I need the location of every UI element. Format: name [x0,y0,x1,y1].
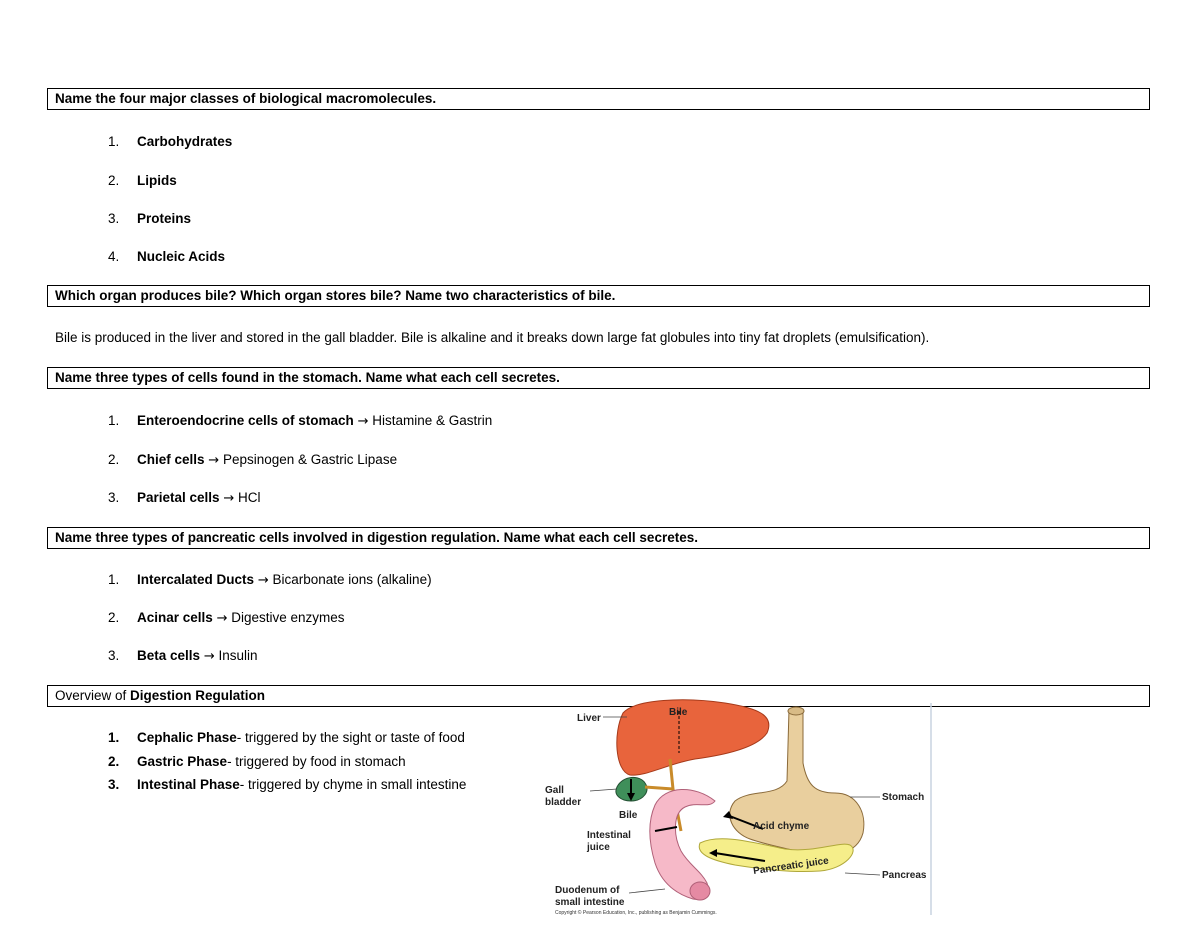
right-arrow-icon: → [257,573,269,588]
question-box-3 [47,367,1150,389]
list-number: 3. [108,648,120,663]
secretion-text: Histamine & Gastrin [372,413,493,428]
stomach-label: Stomach [882,792,925,803]
list-number: 3. [108,211,120,226]
cell-name: Chief cells [137,452,205,467]
phase-name: Cephalic Phase [137,730,237,745]
right-arrow-icon: → [357,414,369,429]
question-1-text: Name the four major classes of biological macromolecules. [55,91,437,106]
secretion-text: Digestive enzymes [231,610,345,625]
cell-name: Beta cells [137,648,201,663]
answer-text: Nucleic Acids [137,249,226,264]
question-2-text: Which organ produces bile? Which organ stores bile? Name two characteristics of bile. [55,288,616,303]
right-arrow-icon: → [208,453,220,468]
duodenum-label: Duodenum of [555,885,620,896]
pancreatic-juice-label: Pancreatic juice [752,855,830,878]
bile-top-label: Bile [669,707,688,718]
overview-prefix: Overview of [55,688,131,703]
phase-name: Intestinal Phase [137,777,240,792]
liver-label: Liver [577,713,601,724]
list-number: 1. [108,572,120,587]
pancreas-label: Pancreas [882,870,927,881]
answer-text: Carbohydrates [137,134,233,149]
list-number: 4. [108,249,120,264]
secretion-text: HCl [238,490,261,505]
list-number: 1. [108,413,120,428]
phase-desc: - triggered by food in stomach [227,754,406,769]
answer-text: Lipids [137,173,177,188]
phase-desc: - triggered by the sight or taste of food [236,730,465,745]
cell-name: Acinar cells [137,610,213,625]
digestive-system-diagram [545,693,945,918]
bile-answer-paragraph: Bile is produced in the liver and stored in the gall bladder. Bile is alkaline and it breaks down large fat globules into tiny fat droplets (emulsification). [55,330,930,345]
list-number: 2. [108,173,120,188]
phase-name: Gastric Phase [137,754,228,769]
leader-line [590,789,617,791]
overview-title: Digestion Regulation [130,688,266,703]
list-number: 2. [108,452,120,467]
question-3-text: Name three types of cells found in the stomach. Name what each cell secretes. [55,370,560,385]
question-box-2 [47,285,1150,307]
acid-chyme-label: Acid chyme [753,821,810,832]
leader-line [845,873,880,875]
esophagus-opening [788,707,804,715]
small-intestine-label: small intestine [555,897,625,908]
liver-shape [617,700,769,775]
list-number: 3. [108,490,120,505]
list-number: 1. [108,134,120,149]
juice-label: juice [587,842,610,853]
intestine-opening [690,882,710,900]
intestinal-label: Intestinal [587,830,631,841]
copyright-text: Copyright © Pearson Education, Inc., publishing as Benjamin Cummings. [555,910,717,916]
list-number: 2. [108,754,120,769]
bile-bottom-label: Bile [619,810,638,821]
secretion-text: Bicarbonate ions (alkaline) [272,572,432,587]
secretion-text: Pepsinogen & Gastric Lipase [222,452,398,467]
phase-desc: - triggered by chyme in small intestine [239,777,467,792]
right-arrow-icon: → [203,649,215,664]
answer-text: Proteins [137,211,192,226]
list-number: 3. [108,777,120,792]
right-arrow-icon: → [216,611,228,626]
list-number: 1. [108,730,120,745]
cell-name: Enteroendocrine cells of stomach [137,413,354,428]
question-box-4 [47,527,1150,549]
gall-label: Gall [545,785,564,796]
question-4-text: Name three types of pancreatic cells involved in digestion regulation. Name what each cell secretes. [55,530,698,545]
list-number: 2. [108,610,120,625]
secretion-text: Insulin [218,648,258,663]
leader-line [629,889,665,893]
cell-name: Parietal cells [137,490,220,505]
cell-name: Intercalated Ducts [137,572,255,587]
bladder-label: bladder [545,797,582,808]
question-box-1 [47,88,1150,110]
right-arrow-icon: → [223,491,235,506]
